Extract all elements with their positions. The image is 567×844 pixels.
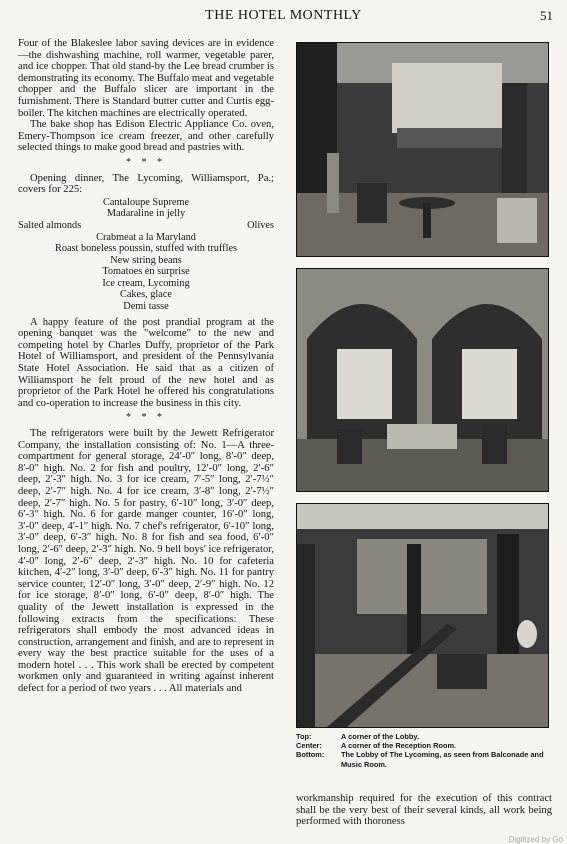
digitization-watermark: Digitized by Go (508, 835, 563, 844)
menu-item: Demi tasse (123, 301, 169, 313)
section-separator: * * * (126, 412, 166, 424)
paragraph-continuation: workmanship required for the execution of this contract shall be the very best of their several kinds, all work being performed with thoroness (296, 793, 552, 828)
menu-item: Roast boneless poussin, stuffed with truffles (54, 243, 238, 255)
caption-text: A corner of the Reception Room. (341, 741, 457, 751)
paragraph-banquet: A happy feature of the post prandial program at the opening banquet was the "welcome" to the new and competing hotel by Charles Duffy, proprietor of the Park Hotel of Williamsport, and president of the Pennsylvania State Hotel Association. He said that as a citizen of Williamsport he felt proud of the new hotel and as proprietor of the Park Hotel he offered his congratulations and co-operation to increase the business in this city. (18, 316, 274, 409)
caption-label: Center: (296, 741, 322, 751)
dinner-menu (18, 197, 274, 313)
caption-line (296, 750, 552, 768)
caption-text: A corner of the Lobby. (341, 732, 420, 741)
running-title: THE HOTEL MONTHLY (205, 8, 362, 23)
page-number: 51 (540, 8, 553, 23)
photo-reception-room (296, 268, 549, 492)
photo-lobby-balconade (296, 503, 549, 728)
paragraph-bake-shop: The bake shop has Edison Electric Appliance Co. oven, Emery-Thompson ice cream freezer, and other carefully selected things to make good bread and pastries with. (18, 119, 274, 154)
menu-item: Cantaloupe Supreme (102, 196, 190, 208)
left-column (18, 38, 274, 695)
menu-item: Crabmeat a la Maryland (96, 231, 196, 243)
menu-item: Madaraline in jelly (106, 208, 186, 220)
caption-line (296, 732, 552, 741)
menu-item-left: Salted almonds (18, 219, 82, 231)
caption-text: The Lobby of The Lycoming, as seen from Balconade and Music Room. (341, 750, 544, 769)
menu-item: Ice cream, Lycoming (102, 277, 190, 289)
photo-lobby-corner (296, 42, 549, 257)
page-header (0, 6, 567, 32)
menu-item: Tomatoes en surprise (102, 266, 190, 278)
caption-line (296, 741, 552, 750)
menu-item: New string beans (110, 254, 182, 266)
section-separator: * * * (126, 156, 166, 168)
menu-intro: Opening dinner, The Lycoming, Williamsport, Pa.; covers for 225: (18, 172, 274, 196)
caption-label: Bottom: (296, 750, 325, 760)
photo-captions (296, 732, 552, 769)
caption-label: Top: (296, 732, 312, 741)
menu-item: Cakes, glace (119, 289, 173, 301)
menu-row (18, 220, 274, 232)
menu-item-right: Olives (247, 219, 274, 231)
paragraph-kitchen-devices: Four of the Blakeslee labor saving devices are in evidence—the dishwashing machine, roll warmer, vegetable parer, and ice chopper. That old stand-by the Lee bread crumber is demonstrating its economy. The Buffalo meat and vegetable chopper and the Buffalo slicer are important in the furnishment. There is Standard butter cutter and Curtis egg-boiler. The kitchen machines are electrically operated. (18, 38, 274, 119)
paragraph-refrigerators: The refrigerators were built by the Jewett Refrigerator Company, the installation consisting of: No. 1—A three-compartment for general storage, 24′-0″ long, 8′-0″ deep, 8′-0″ high. No. 2 for fish and poultry, 12′-0″ long, 2′-6″ deep, 2′-3″ high. No. 3 for ice cream, 7′-5″ long, 2′-7½″ deep, 2′-7″ high. No. 4 for ice cream, 3′-8″ long, 2′-7½″ deep, 2′-7″ high. No. 5 for pastry, 6′-10″ long, 3′-0″ deep, 6′-3″ high. No. 6 for garde manger counter, 16′-0″ long, 3′-0″ deep, 4′-1″ high. No. 7 chef's refrigerator, 6′-10″ long, 3′-0″ deep, 6′-3″ high. No. 8 for fish and sea food, 6′-0″ long, 2′-6″ deep, 2′-3″ high. No. 9 bell boys' ice refrigerator, 4′-0″ long, 2′-6″ deep, 2′-3″ high. No. 10 for cafeteria kitchen, 4′-2″ long, 3′-0″ deep, 6′-3″ high. No. 11 for pantry service counter, 12′-0″ long, 3′-0″ deep, 2′-9″ high. No. 12 for ice storage, 8′-0″ long, 6′-0″ deep, 8′-0″ high. The quality of the Jewett installation is expressed in the following extracts from the specifications: These refrigerators shall embody the most advanced ideas in construction, arrangement and finish, and are to represent in every way the best practice suitable for the uses of a modern hotel . . . This work shall be erected by competent workmen only and guaranteed in writing against inherent defect for a period of two years . . . All materials and (18, 428, 274, 695)
